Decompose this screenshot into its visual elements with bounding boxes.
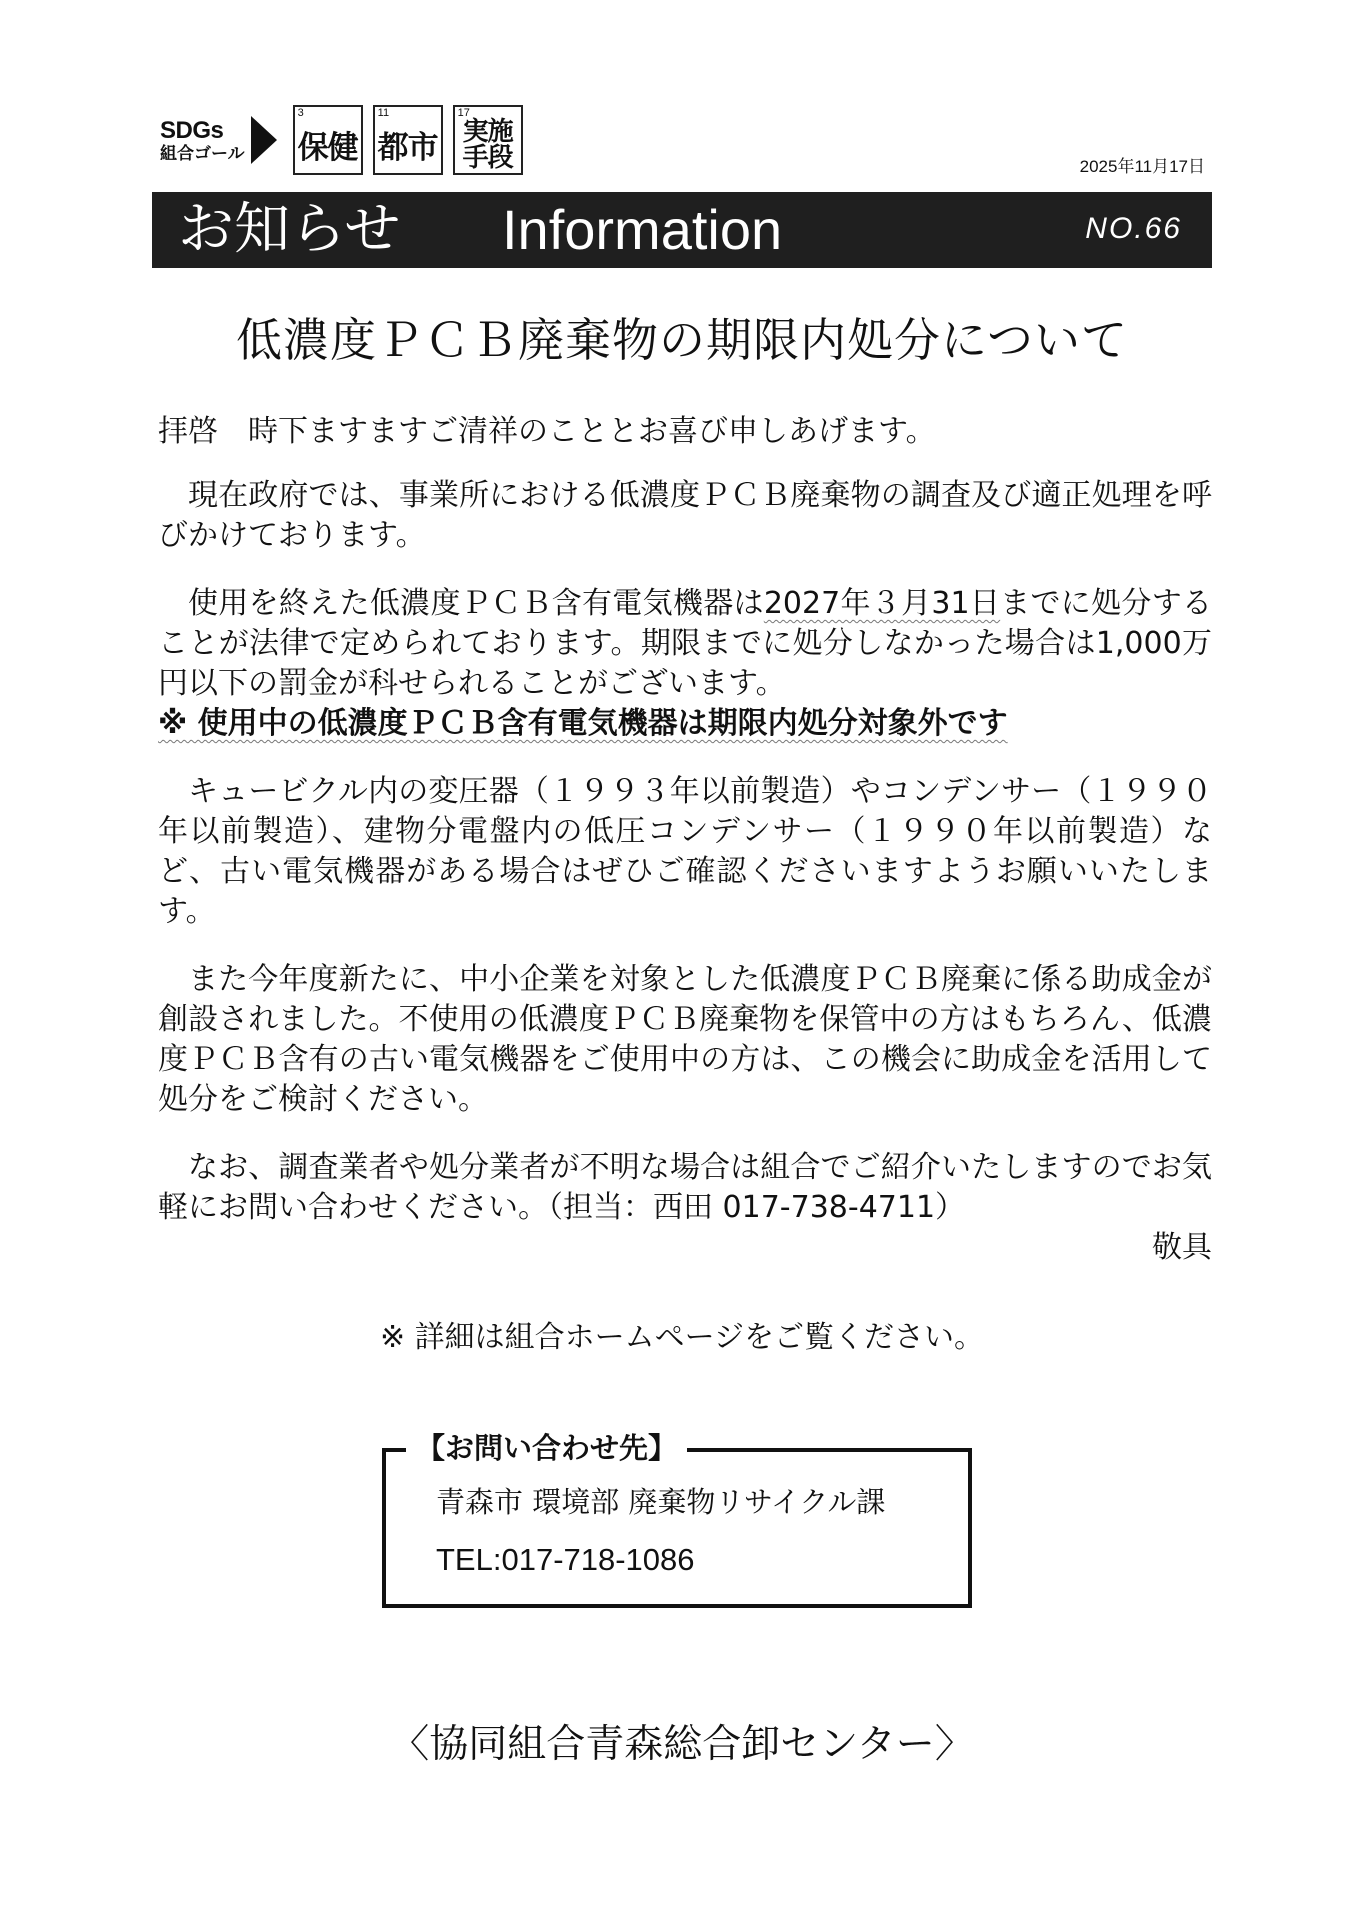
deadline-date: 2027年３月31日 (763, 586, 1001, 621)
banner-title-jp: お知らせ (178, 197, 401, 262)
sdgs-goal-partnerships (453, 105, 523, 175)
paragraph-contact-staff: なお、調査業者や処分業者が不明な場合は組合でご紹介いたしますのでお気軽にお問い合わせください。（担当：西田 017-738-4711） (158, 1150, 1212, 1225)
paragraph-government-request: 現在政府では、事業所における低濃度ＰＣＢ廃棄物の調査及び適正処理を呼びかけております。 (158, 478, 1212, 553)
goal-label: 都市 (377, 129, 438, 166)
sdgs-goal-cities (373, 105, 443, 175)
paragraph-deadline (158, 584, 1212, 744)
goal-number: 3 (297, 107, 304, 119)
homepage-note: ※ 詳細は組合ホームページをご覧ください。 (379, 1320, 985, 1355)
issue-number: NO.66 (1085, 212, 1182, 245)
notice-title: 低濃度ＰＣＢ廃棄物の期限内処分について (235, 313, 1129, 367)
paragraph-equipment-check: キュービクル内の変圧器（１９９３年以前製造）やコンデンサー（１９９０年以前製造）、建物分電盤内の低圧コンデンサー（１９９０年以前製造）など、古い電気機器がある場合はぜひご確認くださいますようお願いいたします。 (158, 774, 1212, 929)
goal-label: 保健 (297, 129, 358, 166)
goal-label: 実施手段 (462, 117, 513, 173)
paragraph-subsidy: また今年度新たに、中小企業を対象とした低濃度ＰＣＢ廃棄に係る助成金が創設されました。不使用の低濃度ＰＣＢ廃棄物を保管中の方はもちろん、低濃度ＰＣＢ含有の古い電気機器をご使用中の方は、この機会に助成金を活用して処分をご検討ください。 (158, 962, 1212, 1117)
arrow-right-icon (251, 116, 277, 164)
banner-title-en: Information (502, 198, 783, 261)
contact-box (382, 1431, 972, 1608)
sdgs-label-title: SDGs (160, 116, 224, 144)
exemption-notice-text: ※ 使用中の低濃度ＰＣＢ含有電気機器は期限内処分対象外です (158, 706, 1008, 741)
notice-body (158, 412, 1212, 1268)
goal-number: 11 (377, 107, 390, 119)
sdgs-label (160, 116, 245, 163)
contact-heading: 【お問い合わせ先】 (406, 1428, 687, 1468)
exemption-notice (158, 704, 1212, 744)
sdgs-goals-header (160, 104, 533, 176)
sdgs-goal-health (293, 105, 363, 175)
sdgs-label-subtitle: 組合ゴール (160, 143, 245, 163)
deadline-text-before: 使用を終えた低濃度ＰＣＢ含有電気機器は (188, 586, 764, 621)
contact-phone: TEL:017-718-1086 (436, 1542, 695, 1577)
closing-salutation: 敬具 (1152, 1230, 1212, 1265)
issue-date: 2025年11月17日 (1079, 157, 1205, 176)
information-banner (152, 192, 1212, 268)
organization-name: 〈協同組合青森総合卸センター〉 (390, 1722, 974, 1767)
deadline-text-after: までに処分することが法律で定められております。期限までに処分しなかった場合は1,000万円以下の罰金が科せられることがございます。 (158, 586, 1213, 701)
goal-number: 17 (457, 107, 470, 119)
contact-department: 青森市 環境部 廃棄物リサイクル課 (436, 1485, 886, 1519)
greeting: 拝啓 時下ますますご清祥のこととお喜び申しあげます。 (158, 414, 936, 449)
